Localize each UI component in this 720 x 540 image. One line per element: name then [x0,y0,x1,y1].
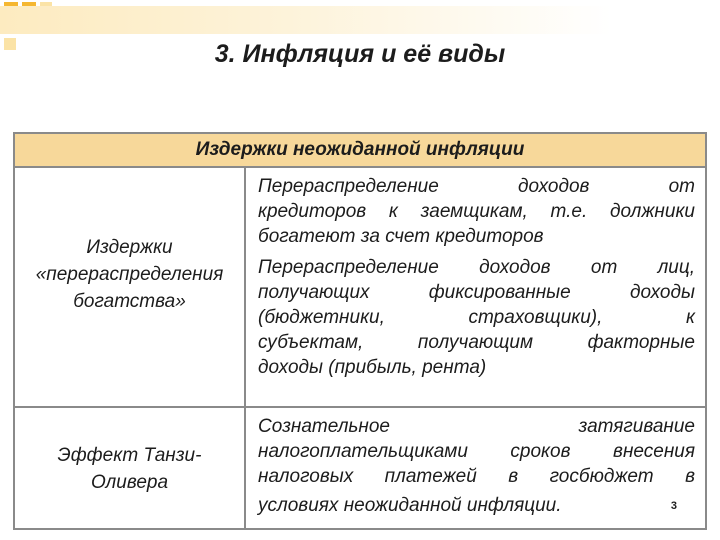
text-line: субъектам, получающим факторные [258,332,695,353]
title-accent-bar [0,6,720,34]
table-row-1-description-cell [246,168,705,408]
text-line: Перераспределение доходов от [258,176,695,197]
label-line: Эффект Танзи- [57,445,202,466]
text-line: богатеют за счет кредиторов [258,226,544,247]
text-line: условиях неожиданной инфляции. [258,495,562,516]
description-paragraph-1 [258,174,695,249]
costs-table [13,132,707,530]
text-line: (бюджетники, страховщики), к [258,307,695,328]
text-line: Перераспределение доходов от лиц, [258,257,695,278]
label-line: Оливера [90,472,169,493]
label-line: «перераспределения [35,264,224,285]
table-header: Издержки неожиданной инфляции [15,134,705,168]
text-line: доходы (прибыль, рента) [258,357,487,378]
page-number: 3 [670,500,677,512]
text-line: налоговых платежей в госбюджет в [258,466,695,487]
table-row-1-label-cell [15,168,246,408]
text-line: получающих фиксированные доходы [258,282,695,303]
text-line: налогоплательщиками сроков внесения [258,441,695,462]
description-paragraph-3 [258,414,695,518]
label-line: Издержки [86,237,173,258]
table-row-1-label [15,234,244,315]
table-row-2-description-cell [246,408,705,528]
description-paragraph-2 [258,255,695,380]
text-line: Сознательное затягивание [258,416,695,437]
table-row-2-label-cell [15,408,246,528]
text-line: кредиторов к заемщикам, т.е. должники [258,201,695,222]
slide-title: 3. Инфляция и её виды [214,40,506,68]
table-row-2-label [15,442,244,496]
label-line: богатства» [73,291,186,312]
